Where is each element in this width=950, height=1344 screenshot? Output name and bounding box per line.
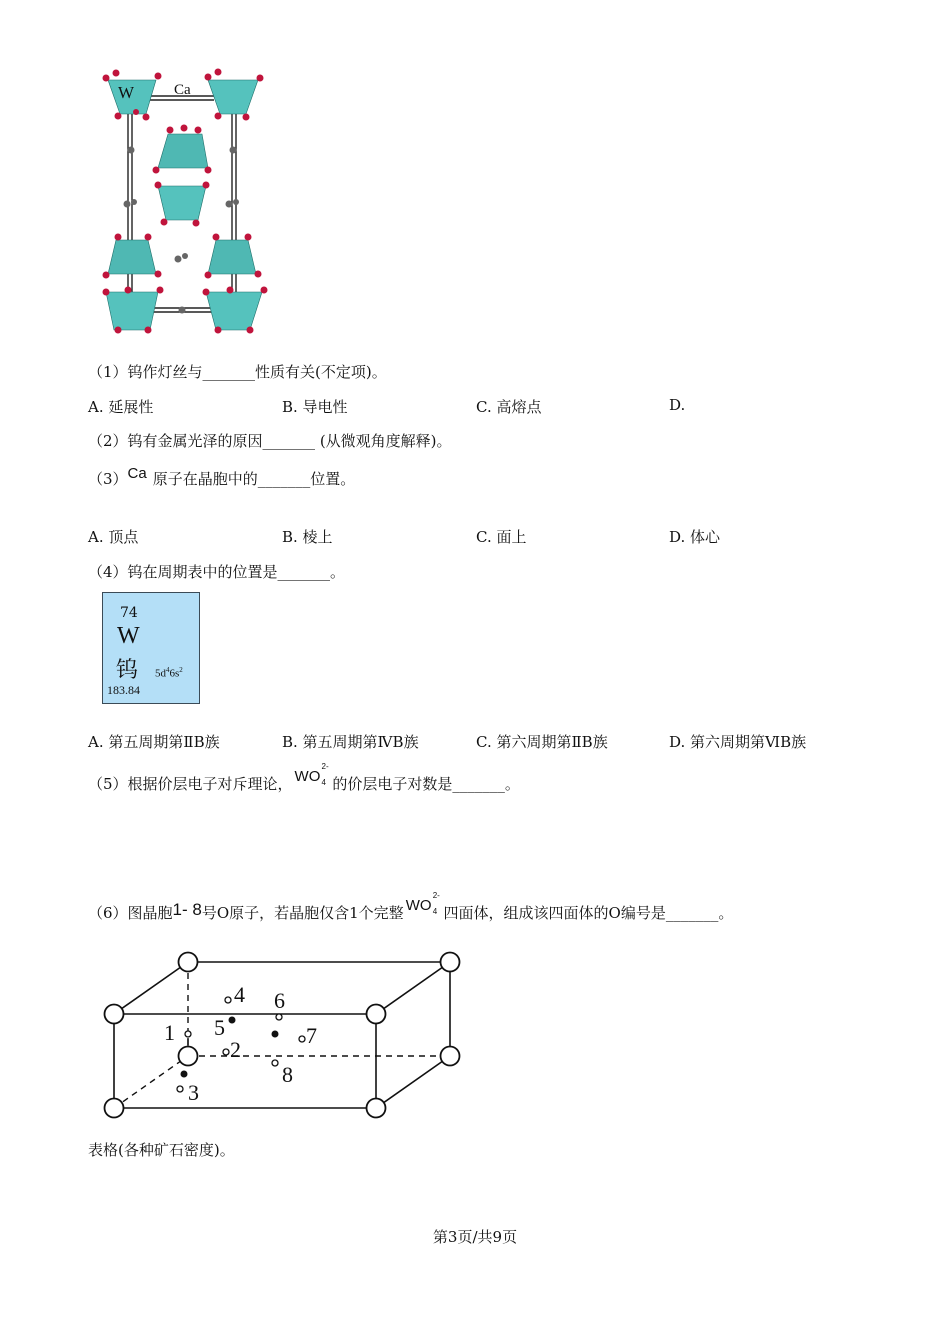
question-5 xyxy=(88,762,520,794)
cell-label-2: 2 xyxy=(230,1037,241,1062)
q5-formula: WO 2- 4 xyxy=(294,762,329,787)
trailing-text: 表格(各种矿石密度)。 xyxy=(88,1141,235,1159)
q3-option-b: B. 棱上 xyxy=(282,528,333,546)
page-footer: 第3页/共9页 xyxy=(432,1228,518,1246)
q4-option-a: A. 第五周期第ⅡB族 xyxy=(88,733,220,751)
atomic-number: 74 xyxy=(120,605,138,621)
cell-label-3: 3 xyxy=(188,1080,199,1105)
question-2: （2）钨有金属光泽的原因_______ (从微观角度解释)。 xyxy=(88,432,452,450)
q1-option-b: B. 导电性 xyxy=(282,398,348,416)
q1-option-d: D. xyxy=(669,396,686,414)
q4-option-b: B. 第五周期第ⅣB族 xyxy=(282,733,419,751)
q6-formula: WO 2- 4 xyxy=(405,891,440,916)
ca-label: Ca xyxy=(174,82,191,98)
cell-label-8: 8 xyxy=(282,1062,293,1087)
question-1: （1）钨作灯丝与_______性质有关(不定项)。 xyxy=(88,363,387,381)
q1-option-a: A. 延展性 xyxy=(88,398,154,416)
q3-option-d: D. 体心 xyxy=(669,528,721,546)
q3-option-c: C. 面上 xyxy=(476,528,527,546)
element-symbol: W xyxy=(117,623,140,649)
question-4: （4）钨在周期表中的位置是_______。 xyxy=(88,563,346,581)
atomic-mass: 183.84 xyxy=(107,683,140,697)
element-name: 钨 xyxy=(116,658,139,683)
cell-label-7: 7 xyxy=(306,1023,317,1048)
q6-suffix: 四面体，组成该四面体的O编号是_______。 xyxy=(443,904,734,922)
electron-configuration: $5d^46s^2$ xyxy=(155,666,183,680)
q6-range: 1- 8 xyxy=(172,900,202,919)
cell-label-5: 5 xyxy=(214,1015,225,1040)
q3-suffix: 原子在晶胞中的_______位置。 xyxy=(152,470,356,488)
question-6 xyxy=(88,891,734,923)
q1-option-c: C. 高熔点 xyxy=(476,398,542,416)
tungsten-element-tile xyxy=(102,592,200,704)
q5-suffix: 的价层电子对数是_______。 xyxy=(332,775,520,793)
cell-label-4: 4 xyxy=(234,982,245,1007)
q3-formula: Ca xyxy=(127,465,147,482)
cell-label-6: 6 xyxy=(274,988,285,1013)
cell-label-1: 1 xyxy=(164,1020,175,1045)
q6-mid: 号O原子，若晶胞仅含1个完整 xyxy=(201,904,404,922)
q5-prefix: （5）根据价层电子对斥理论， xyxy=(88,775,293,793)
q6-prefix: （6）图晶胞 xyxy=(88,904,173,922)
q3-prefix: （3） xyxy=(88,470,128,488)
q4-option-d: D. 第六周期第ⅥB族 xyxy=(669,733,807,751)
unit-cell-diagram xyxy=(98,946,468,1122)
crystal-structure-figure xyxy=(98,68,270,340)
q3-option-a: A. 顶点 xyxy=(88,528,139,546)
question-3 xyxy=(88,465,356,489)
w-label: W xyxy=(118,83,135,102)
q4-option-c: C. 第六周期第ⅡB族 xyxy=(476,733,608,751)
